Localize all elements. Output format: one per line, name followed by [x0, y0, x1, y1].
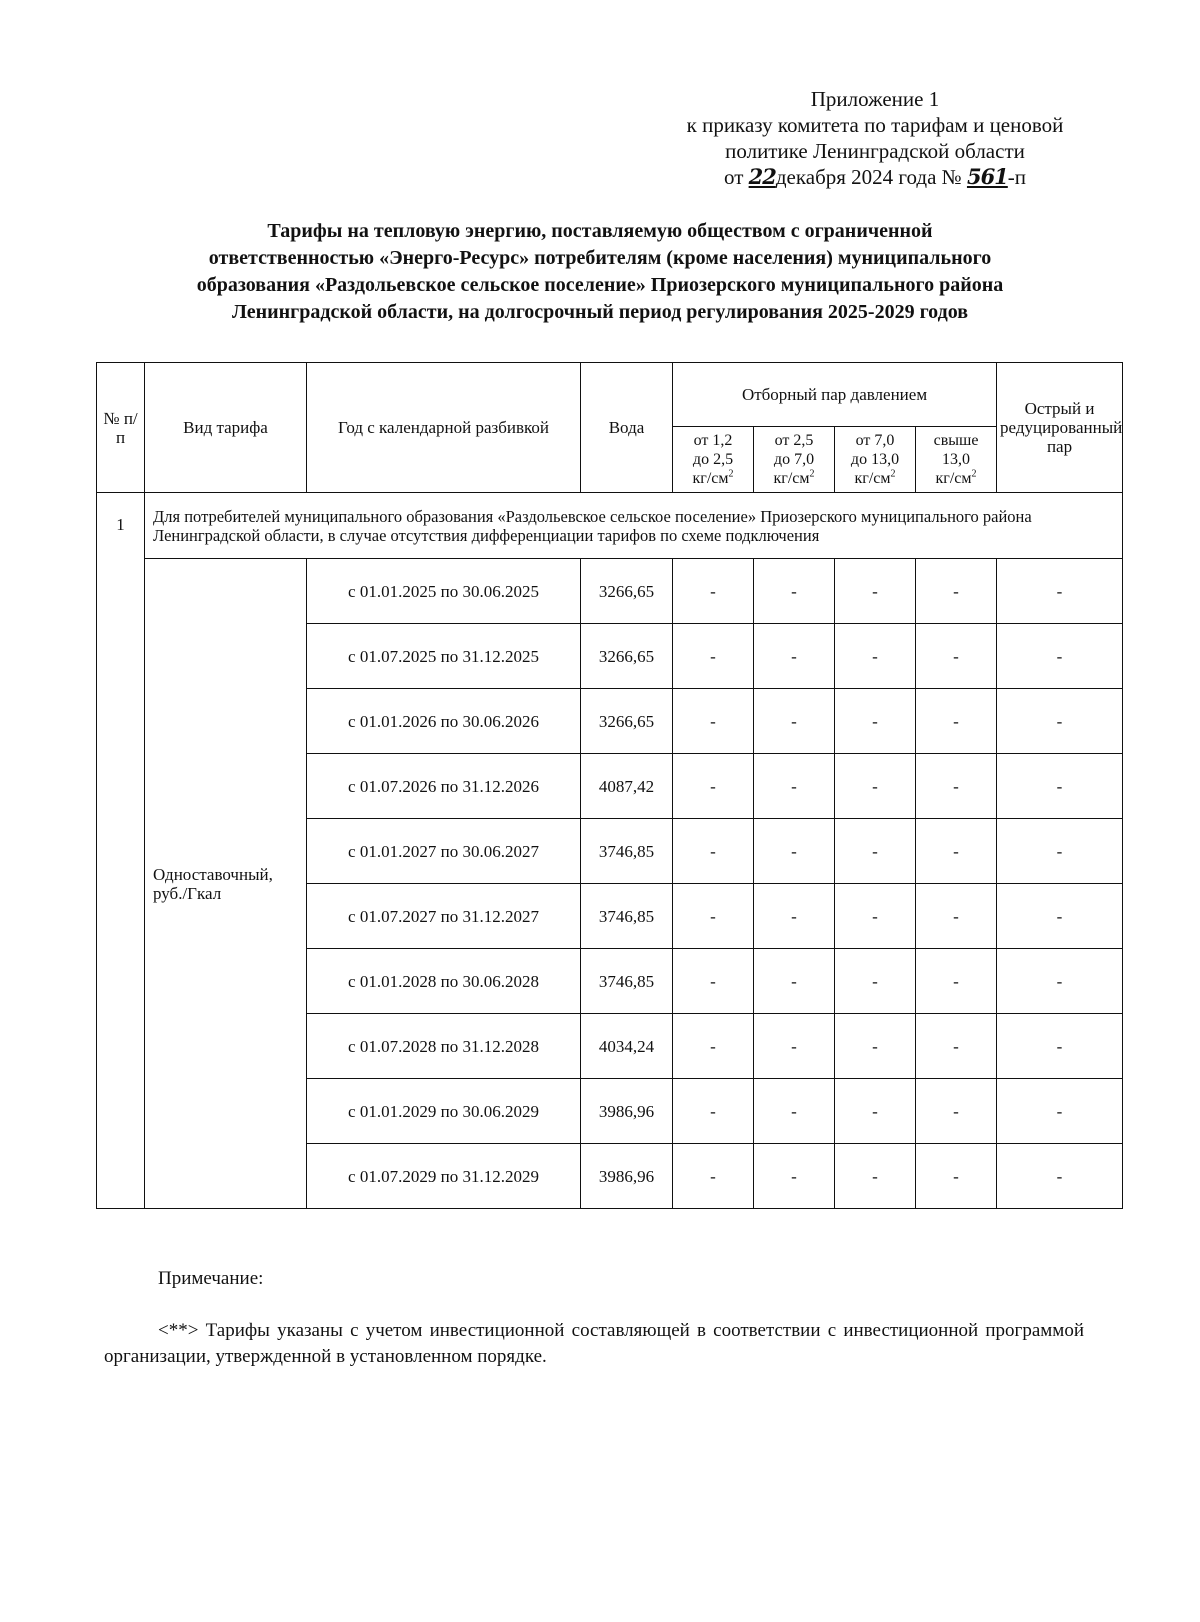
pressure-2-unit: кг/см [773, 470, 810, 487]
title-line-4: Ленинградской области, на долгосрочный период регулирования 2025-2029 годов [231, 301, 969, 323]
pressure-3-cell: - [835, 689, 916, 754]
pressure-3-cell: - [835, 1014, 916, 1079]
pressure-2-cell: - [754, 884, 835, 949]
sharp-steam-cell: - [997, 1079, 1123, 1144]
water-cell: 3266,65 [581, 624, 673, 689]
period-cell: с 01.01.2026 по 30.06.2026 [307, 689, 581, 754]
pressure-3-to: до 13,0 [850, 451, 900, 468]
water-cell: 4087,42 [581, 754, 673, 819]
handwritten-day: 22 [748, 164, 776, 189]
appendix-line-3: политике Ленинградской области [725, 139, 1025, 163]
pressure-2-cell: - [754, 1014, 835, 1079]
pressure-4-cell: - [916, 689, 997, 754]
pressure-3-unit: кг/см [854, 470, 891, 487]
pressure-4-cell: - [916, 1144, 997, 1209]
period-cell: с 01.01.2027 по 30.06.2027 [307, 819, 581, 884]
pressure-4-cell: - [916, 559, 997, 624]
pressure-1-from: от 1,2 [693, 432, 733, 449]
group-number: 1 [97, 493, 145, 1209]
pressure-1-cell: - [673, 819, 754, 884]
header-pressure-1 [673, 427, 754, 493]
period-cell: с 01.07.2025 по 31.12.2025 [307, 624, 581, 689]
period-cell: с 01.01.2029 по 30.06.2029 [307, 1079, 581, 1144]
tariff-type-label: Одноставочный, руб./Гкал [145, 559, 307, 1209]
water-cell: 3746,85 [581, 949, 673, 1014]
pressure-2-cell: - [754, 1079, 835, 1144]
pressure-1-cell: - [673, 754, 754, 819]
pressure-2-cell: - [754, 754, 835, 819]
pressure-1-cell: - [673, 1144, 754, 1209]
header-sharp-steam: Острый и редуцированный пар [997, 363, 1123, 493]
pressure-4-sup: 2 [971, 468, 977, 480]
pressure-4-from: свыше [933, 432, 979, 449]
sharp-steam-cell: - [997, 949, 1123, 1014]
header-water: Вода [581, 363, 673, 493]
pressure-1-to: до 2,5 [692, 451, 734, 468]
pressure-1-cell: - [673, 1079, 754, 1144]
appendix-date-line [640, 164, 1110, 190]
pressure-1-cell: - [673, 559, 754, 624]
pressure-2-cell: - [754, 1144, 835, 1209]
pressure-2-to: до 7,0 [773, 451, 815, 468]
appendix-header [640, 86, 1110, 190]
period-cell: с 01.07.2027 по 31.12.2027 [307, 884, 581, 949]
pressure-1-cell: - [673, 689, 754, 754]
pressure-4-cell: - [916, 754, 997, 819]
group-description: Для потребителей муниципального образования «Раздольевское сельское поселение» Приозерского муниципального района Ленинградской области, в случае отсутствия дифференциации тарифов по схеме подключения [145, 493, 1123, 559]
water-cell: 3746,85 [581, 819, 673, 884]
note-label: Примечание: [158, 1268, 264, 1289]
pressure-2-cell: - [754, 689, 835, 754]
sharp-steam-cell: - [997, 624, 1123, 689]
pressure-3-cell: - [835, 559, 916, 624]
sharp-steam-cell: - [997, 819, 1123, 884]
header-extraction-steam: Отборный пар давлением [673, 363, 997, 427]
title-line-1: Тарифы на тепловую энергию, поставляемую обществом с ограниченной [267, 220, 933, 242]
header-pressure-2 [754, 427, 835, 493]
pressure-4-cell: - [916, 884, 997, 949]
pressure-4-cell: - [916, 949, 997, 1014]
pressure-3-cell: - [835, 754, 916, 819]
pressure-1-cell: - [673, 949, 754, 1014]
pressure-3-cell: - [835, 949, 916, 1014]
sharp-steam-cell: - [997, 689, 1123, 754]
header-pressure-4 [916, 427, 997, 493]
pressure-4-unit: кг/см [935, 470, 972, 487]
sharp-steam-cell: - [997, 754, 1123, 819]
pressure-1-sup: 2 [728, 468, 734, 480]
pressure-1-cell: - [673, 624, 754, 689]
pressure-3-cell: - [835, 1079, 916, 1144]
water-cell: 3266,65 [581, 689, 673, 754]
header-tariff-type: Вид тарифа [145, 363, 307, 493]
appendix-line-2: к приказу комитета по тарифам и ценовой [686, 113, 1064, 137]
sharp-steam-cell: - [997, 884, 1123, 949]
pressure-4-cell: - [916, 1014, 997, 1079]
number-suffix: -п [1007, 165, 1027, 189]
handwritten-order-number: 561 [966, 164, 1008, 189]
pressure-3-cell: - [835, 819, 916, 884]
water-cell: 3986,96 [581, 1079, 673, 1144]
table-row [97, 559, 1123, 624]
pressure-2-sup: 2 [809, 468, 815, 480]
date-middle: декабря 2024 года № [775, 165, 967, 189]
sharp-steam-cell: - [997, 1144, 1123, 1209]
appendix-line-1: Приложение 1 [810, 87, 940, 111]
date-prefix: от [723, 165, 749, 189]
pressure-3-sup: 2 [890, 468, 896, 480]
pressure-2-cell: - [754, 624, 835, 689]
title-line-3: образования «Раздольевское сельское поселение» Приозерского муниципального района [196, 274, 1004, 296]
pressure-2-cell: - [754, 949, 835, 1014]
sharp-steam-cell: - [997, 559, 1123, 624]
pressure-2-cell: - [754, 559, 835, 624]
period-cell: с 01.07.2029 по 31.12.2029 [307, 1144, 581, 1209]
pressure-1-cell: - [673, 884, 754, 949]
document-title [100, 218, 1100, 326]
pressure-4-cell: - [916, 624, 997, 689]
header-period: Год с календарной разбивкой [307, 363, 581, 493]
pressure-2-from: от 2,5 [774, 432, 814, 449]
pressure-2-cell: - [754, 819, 835, 884]
header-num: № п/п [97, 363, 145, 493]
water-cell: 3746,85 [581, 884, 673, 949]
pressure-1-cell: - [673, 1014, 754, 1079]
water-cell: 3266,65 [581, 559, 673, 624]
period-cell: с 01.07.2028 по 31.12.2028 [307, 1014, 581, 1079]
period-cell: с 01.07.2026 по 31.12.2026 [307, 754, 581, 819]
pressure-4-to: 13,0 [942, 451, 970, 468]
pressure-3-cell: - [835, 884, 916, 949]
period-cell: с 01.01.2025 по 30.06.2025 [307, 559, 581, 624]
pressure-3-cell: - [835, 1144, 916, 1209]
header-pressure-3 [835, 427, 916, 493]
pressure-3-cell: - [835, 624, 916, 689]
period-cell: с 01.01.2028 по 30.06.2028 [307, 949, 581, 1014]
water-cell: 3986,96 [581, 1144, 673, 1209]
tariff-table [96, 362, 1123, 1209]
water-cell: 4034,24 [581, 1014, 673, 1079]
sharp-steam-cell: - [997, 1014, 1123, 1079]
pressure-1-unit: кг/см [692, 470, 729, 487]
pressure-3-from: от 7,0 [855, 432, 895, 449]
pressure-4-cell: - [916, 819, 997, 884]
note-text: <**> Тарифы указаны с учетом инвестиционной составляющей в соответствии с инвестиционной программой организации, утвержденной в установленном порядке. [104, 1320, 1084, 1367]
title-line-2: ответственностью «Энерго-Ресурс» потребителям (кроме населения) муниципального [208, 247, 992, 269]
pressure-4-cell: - [916, 1079, 997, 1144]
